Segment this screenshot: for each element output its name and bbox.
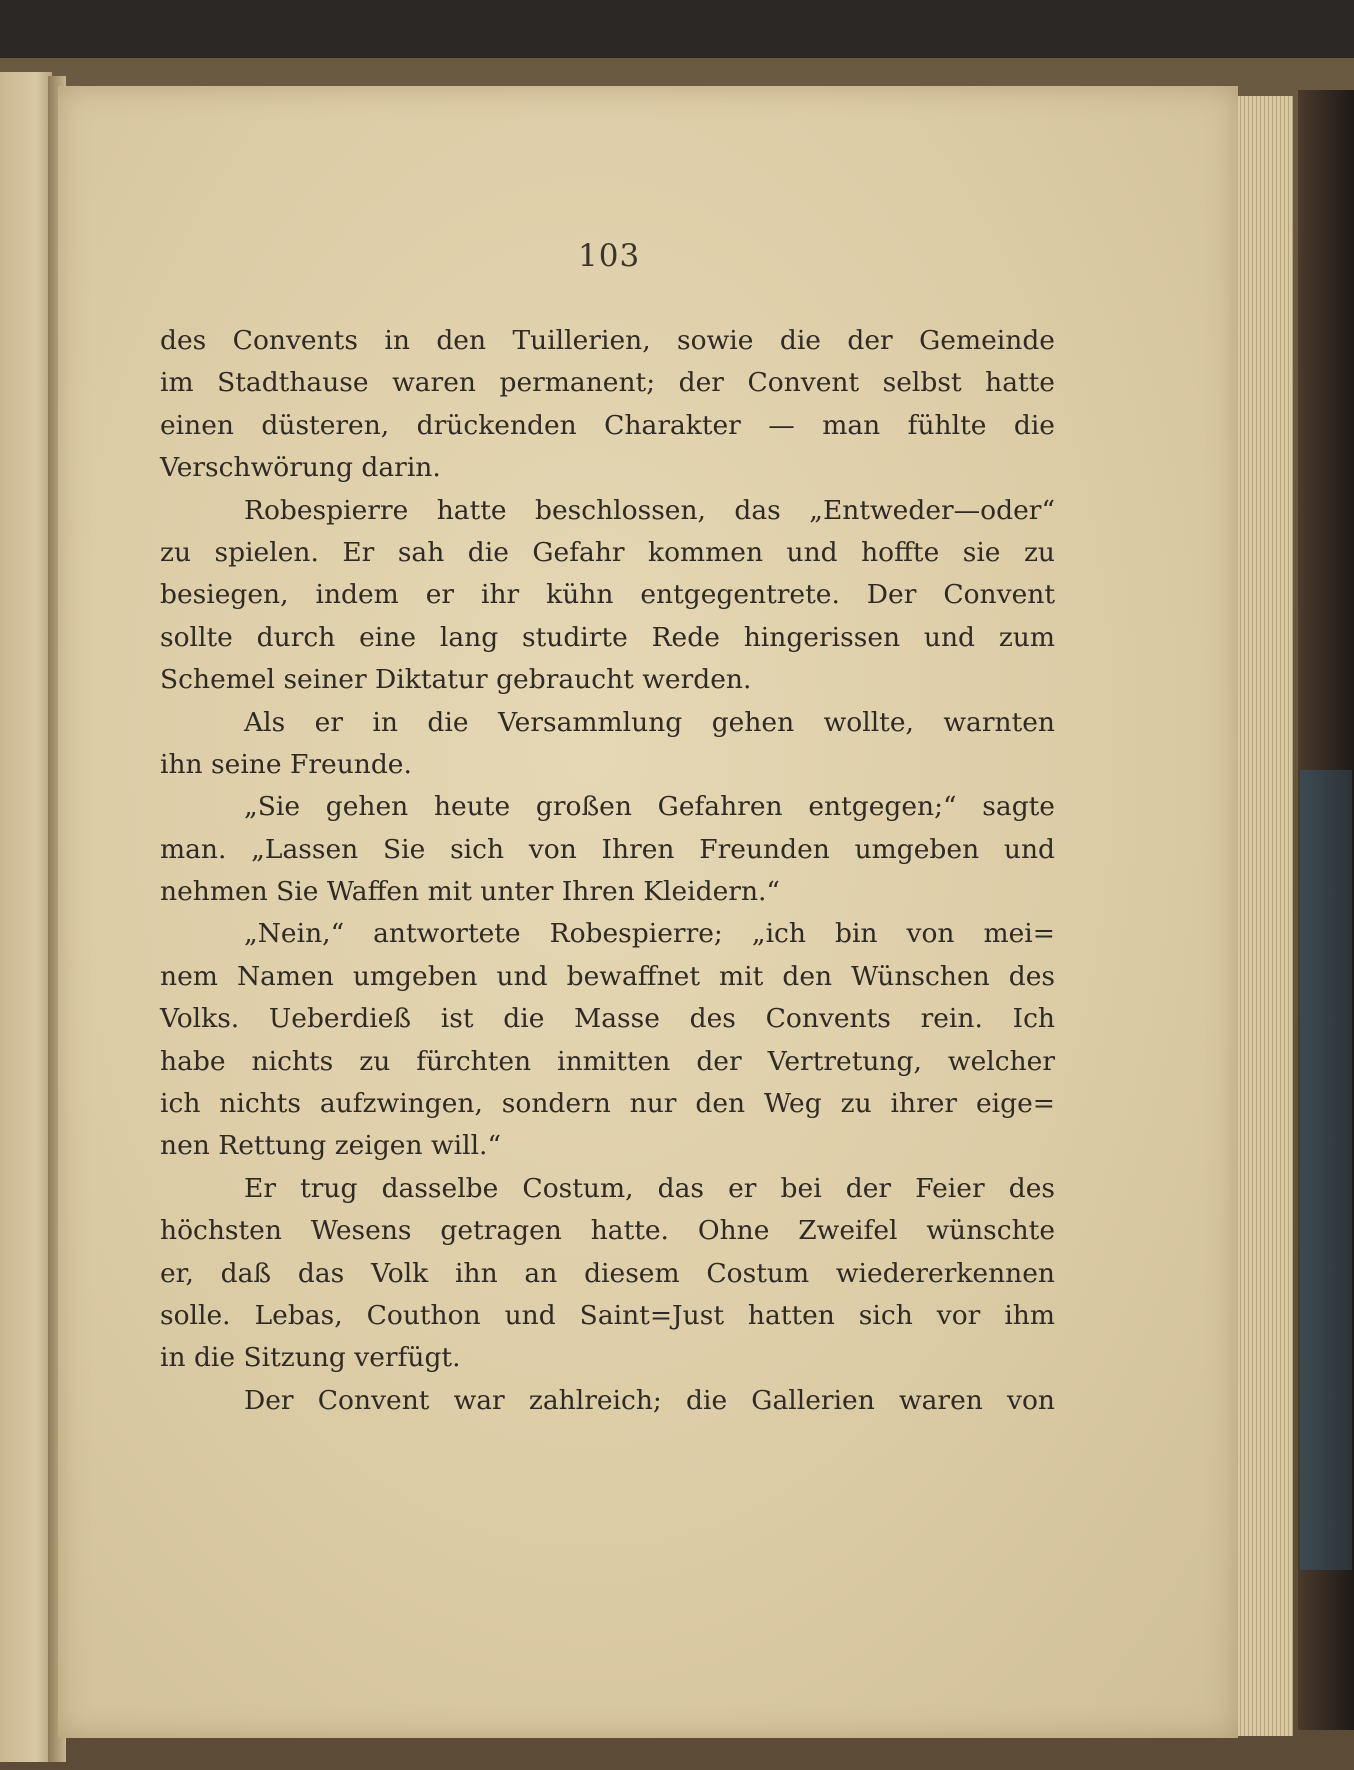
text-line: habe nichts zu fürchten inmitten der Vertretung, welcher <box>160 1045 1055 1077</box>
page-edges <box>1232 96 1293 1736</box>
page-body-text <box>160 320 1055 1422</box>
text-line: besiegen, indem er ihr kühn entgegentrete. Der Convent <box>160 579 1055 611</box>
page-number: 103 <box>578 238 641 274</box>
text-line: „Nein,“ antwortete Robespierre; „ich bin von mei= <box>244 918 1055 950</box>
text-line: Schemel seiner Diktatur gebraucht werden. <box>160 664 752 696</box>
text-line: nehmen Sie Waffen mit unter Ihren Kleidern.“ <box>160 876 780 908</box>
text-line: Der Convent war zahlreich; die Gallerien waren von <box>244 1384 1055 1416</box>
facing-page <box>0 72 52 1762</box>
text-line: solle. Lebas, Couthon und Saint=Just hatten sich vor ihm <box>160 1299 1055 1331</box>
text-line: Robespierre hatte beschlossen, das „Entweder—oder“ <box>244 494 1055 526</box>
text-line: in die Sitzung verfügt. <box>160 1342 461 1374</box>
text-line: ich nichts aufzwingen, sondern nur den Weg zu ihrer eige= <box>160 1088 1055 1120</box>
text-line: ihn seine Freunde. <box>160 748 412 780</box>
text-line: Verschwörung darin. <box>160 452 441 484</box>
text-line: sollte durch eine lang studirte Rede hingerissen und zum <box>160 621 1055 653</box>
text-line: des Convents in den Tuillerien, sowie die der Gemeinde <box>160 325 1055 356</box>
text-line: einen düsteren, drückenden Charakter — man fühlte die <box>160 409 1055 441</box>
text-line: Als er in die Versammlung gehen wollte, warnten <box>244 706 1055 738</box>
text-line: er, daß das Volk ihn an diesem Costum wiedererkennen <box>160 1257 1055 1289</box>
text-line: höchsten Wesens getragen hatte. Ohne Zweifel wünschte <box>160 1215 1055 1247</box>
text-line: im Stadthause waren permanent; der Convent selbst hatte <box>160 367 1055 399</box>
text-line: nem Namen umgeben und bewaffnet mit den Wünschen des <box>160 960 1055 992</box>
text-line: Volks. Ueberdieß ist die Masse des Convents rein. Ich <box>160 1003 1055 1035</box>
text-line: Er trug dasselbe Costum, das er bei der Feier des <box>244 1172 1055 1204</box>
text-line: man. „Lassen Sie sich von Ihren Freunden umgeben und <box>160 833 1055 865</box>
text-line: „Sie gehen heute großen Gefahren entgegen;“ sagte <box>244 791 1055 823</box>
text-line: zu spielen. Er sah die Gefahr kommen und hoffte sie zu <box>160 536 1055 568</box>
book-cover-strip <box>1300 770 1352 1570</box>
text-line: nen Rettung zeigen will.“ <box>160 1130 502 1162</box>
